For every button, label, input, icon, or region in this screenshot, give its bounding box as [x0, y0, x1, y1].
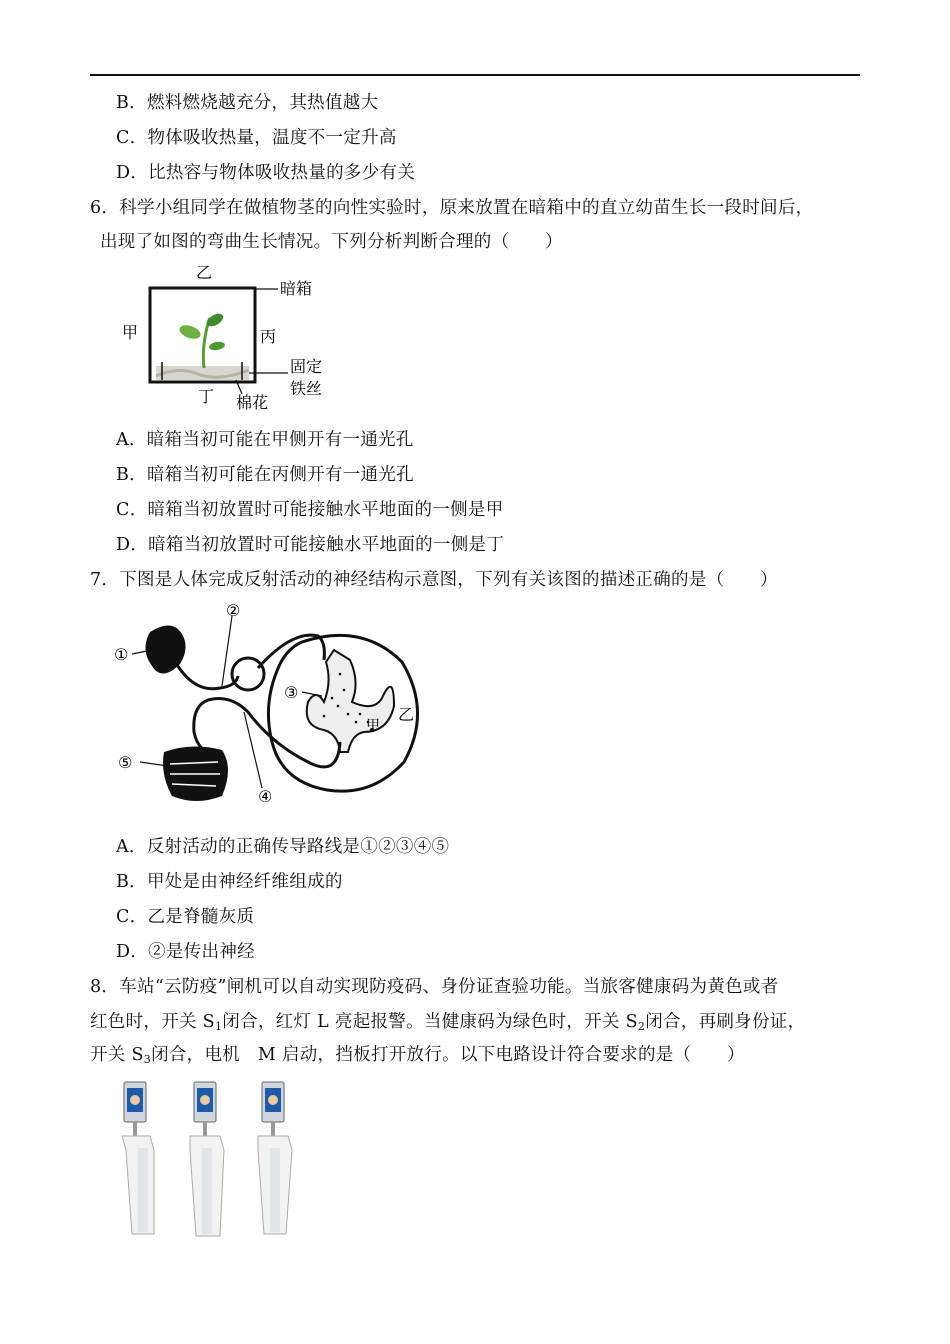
q6-stem-line2: 出现了如图的弯曲生长情况。下列分析判断合理的（ ）	[100, 232, 563, 252]
q5-option-c: C．物体吸收热量，温度不一定升高	[116, 128, 397, 148]
q6-stem-line1: 6．科学小组同学在做植物茎的向性实验时，原来放置在暗箱中的直立幼苗生长一段时间后，	[90, 198, 814, 218]
q6-dark-box-figure	[118, 262, 338, 412]
q6-fig-label-dark-box: 暗箱	[280, 279, 313, 298]
q8-stem-line1: 8．车站“云防疫”闸机可以自动实现防疫码、身份证查验功能。当旅客健康码为黄色或者	[90, 977, 779, 997]
q7-option-a: A．反射活动的正确传导路线是①②③④⑤	[116, 837, 450, 857]
q6-fig-label-yi: 乙	[196, 263, 213, 282]
gate-unit-middle	[190, 1082, 224, 1236]
q7-stem-line1: 7．下图是人体完成反射活动的神经结构示意图，下列有关该图的描述正确的是（ ）	[90, 570, 778, 590]
q8-gate-image	[112, 1078, 312, 1240]
q8-stem-line3: 开关 $S_3$闭合，电机 M 启动，挡板打开放行。以下电路设计符合要求的是（ ）	[90, 1045, 745, 1066]
q7-fig-label-1: ①	[114, 645, 129, 664]
q7-fig-label-jia: 甲	[366, 718, 380, 734]
q7-fig-label-5: ⑤	[118, 753, 133, 772]
q6-fig-label-bing: 丙	[260, 327, 277, 346]
q7-fig-label-3: ③	[284, 683, 299, 702]
q7-option-d: D．②是传出神经	[116, 942, 255, 962]
q6-option-c: C．暗箱当初放置时可能接触水平地面的一侧是甲	[116, 500, 504, 520]
q6-fig-label-cotton: 棉花	[236, 393, 269, 412]
q6-option-b: B．暗箱当初可能在丙侧开有一通光孔	[116, 465, 414, 485]
q6-fig-label-jia: 甲	[122, 323, 139, 342]
q6-option-a: A．暗箱当初可能在甲侧开有一通光孔	[116, 430, 414, 450]
gate-unit-left	[122, 1082, 154, 1234]
q7-fig-label-2: ②	[226, 602, 241, 620]
q7-option-b: B．甲处是由神经纤维组成的	[116, 872, 343, 892]
q7-fig-label-4: ④	[258, 787, 273, 806]
q6-fig-label-fixed: 固定	[290, 357, 323, 376]
gate-unit-right	[258, 1082, 292, 1234]
q6-option-d: D．暗箱当初放置时可能接触水平地面的一侧是丁	[116, 535, 505, 555]
q6-fig-label-ding: 丁	[198, 387, 215, 406]
header-rule	[90, 74, 860, 76]
q5-option-b: B．燃料燃烧越充分，其热值越大	[116, 93, 379, 113]
q7-reflex-arc-figure	[112, 602, 432, 814]
q6-fig-label-wire: 铁丝	[290, 379, 323, 398]
q7-option-c: C．乙是脊髓灰质	[116, 907, 255, 927]
q5-option-d: D．比热容与物体吸收热量的多少有关	[116, 163, 416, 183]
q8-stem-line2: 红色时，开关 $S_1$闭合，红灯 L 亮起报警。当健康码为绿色时，开关 $S_2$闭合，再刷身份证，	[90, 1012, 806, 1033]
q7-fig-label-yi: 乙	[398, 705, 415, 724]
